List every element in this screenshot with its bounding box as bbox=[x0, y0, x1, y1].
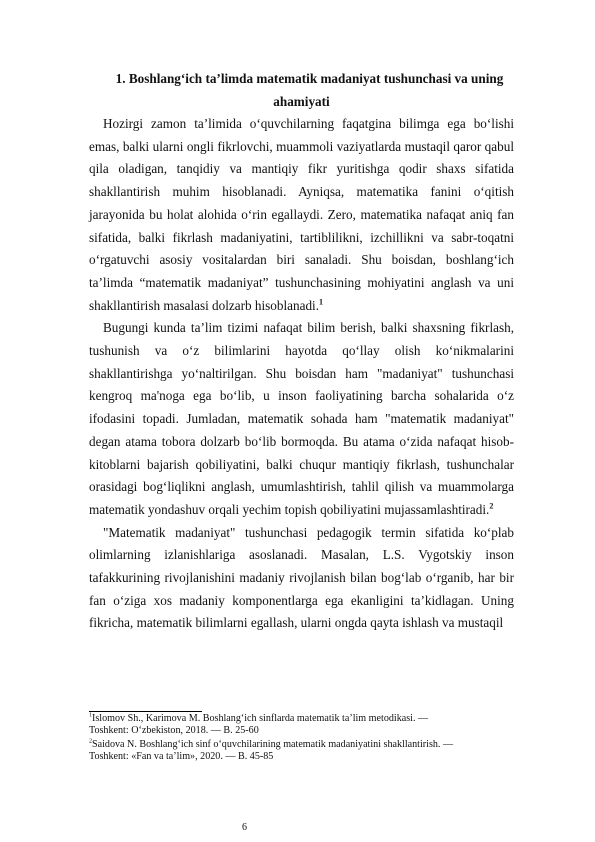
page-number: 6 bbox=[242, 822, 247, 833]
footnote-line bbox=[89, 713, 514, 725]
footnotes bbox=[89, 713, 514, 765]
footnote-mark: 2 bbox=[89, 738, 92, 745]
section-heading-line-2: ahamiyati bbox=[273, 93, 330, 109]
footnote-ref-2: 2 bbox=[489, 501, 494, 511]
footnote-line: Toshkent: O‘zbekiston, 2018. — B. 25-60 bbox=[89, 725, 259, 737]
section-heading-line-1: 1. Boshlang‘ich ta’limda matematik madaniyat tushunchasi va uning bbox=[115, 71, 504, 86]
footnote-line bbox=[89, 739, 514, 751]
footnote-ref-1: 1 bbox=[319, 297, 323, 307]
footnote-line: Toshkent: «Fan va ta’lim», 2020. — B. 45-85 bbox=[89, 751, 274, 763]
paragraph-text: "Matematik madaniyat" tushunchasi pedagogik termin sifatida ko‘plab olimlarning izlanishlariga asoslanadi. Masalan, L.S. Vygotskiy inson tafakkurining rivojlanishini madaniy rivojlanish bilan bog‘lab o‘rganib, har bir fan o‘ziga xos madaniy komponentlarga ega ekanligini ta’kidlagan. Uning fikricha, matematik bilimlarni egallash, ularni ongda qayta ishlash va mustaqil bbox=[89, 524, 514, 631]
paragraph-text: Hozirgi zamon ta’limida o‘quvchilarning faqatgina bilimga ega bo‘lishi emas, balki ularni ongli fikrlovchi, muammoli vaziyatlarda mustaqil qaror qabul qila oladigan, tanqidiy va mantiqiy fikr yuritishga qodir shaxs sifatida shakllantirish muhim hisoblanadi. Ayniqsa, matematika fanini o‘qitish jarayonida bu holat alohida o‘rin egallaydi. Zero, matematika nafaqat aniq fan sifatida, balki fikrlash madaniyatini, tartiblilikni, izchillikni va sabr-toqatni o‘rgatuvchi asosiy vositalardan biri sanaladi. Shu boisdan, boshlang‘ich ta’limda “matematik madaniyat” tushunchasining mohiyatini anglash va uni shakllantirish masalasi dolzarb hisoblanadi. bbox=[89, 116, 514, 313]
footnote-mark: 1 bbox=[89, 712, 92, 719]
footnote-2 bbox=[89, 739, 514, 764]
paragraph-2 bbox=[89, 317, 514, 521]
paragraph-3 bbox=[89, 522, 514, 636]
footnote-text: Saidova N. Boshlang‘ich sinf o‘quvchilarining matematik madaniyatini shakllantirish. — bbox=[92, 738, 454, 750]
section-heading bbox=[89, 68, 514, 113]
footnote-divider bbox=[89, 711, 202, 712]
paragraph-text: Bugungi kunda ta’lim tizimi nafaqat bilim berish, balki shaxsning fikrlash, tushunish va o‘z bilimlarini hayotda qo‘llay olish ko‘nikmalarini shakllantirishga yo‘naltirilgan. Shu boisdan ham "madaniyat" tushunchasi kengroq ma'noga ega bo‘lib, u inson faoliyatining barcha sohalarida o‘z ifodasini topadi. Jumladan, matematik sohada ham "matematik madaniyat" degan atama tobora dolzarb bo‘lib bormoqda. Bu atama o‘zida nafaqat hisob-kitoblarni bajarish qobiliyatini, balki chuqur mantiqiy fikrlash, tushunchalar orasidagi bog‘liqlikni anglash, umumlashtirish, tahlil qilish va muammolarga matematik yondashuv orqali yechim topish qobiliyatini mujassamlashtiradi. bbox=[89, 320, 514, 517]
paragraph-1 bbox=[89, 113, 514, 317]
main-text bbox=[89, 68, 514, 635]
footnote-1 bbox=[89, 713, 514, 738]
footnote-text: Islomov Sh., Karimova M. Boshlang‘ich sinflarda matematik ta’lim metodikasi. — bbox=[92, 713, 429, 724]
